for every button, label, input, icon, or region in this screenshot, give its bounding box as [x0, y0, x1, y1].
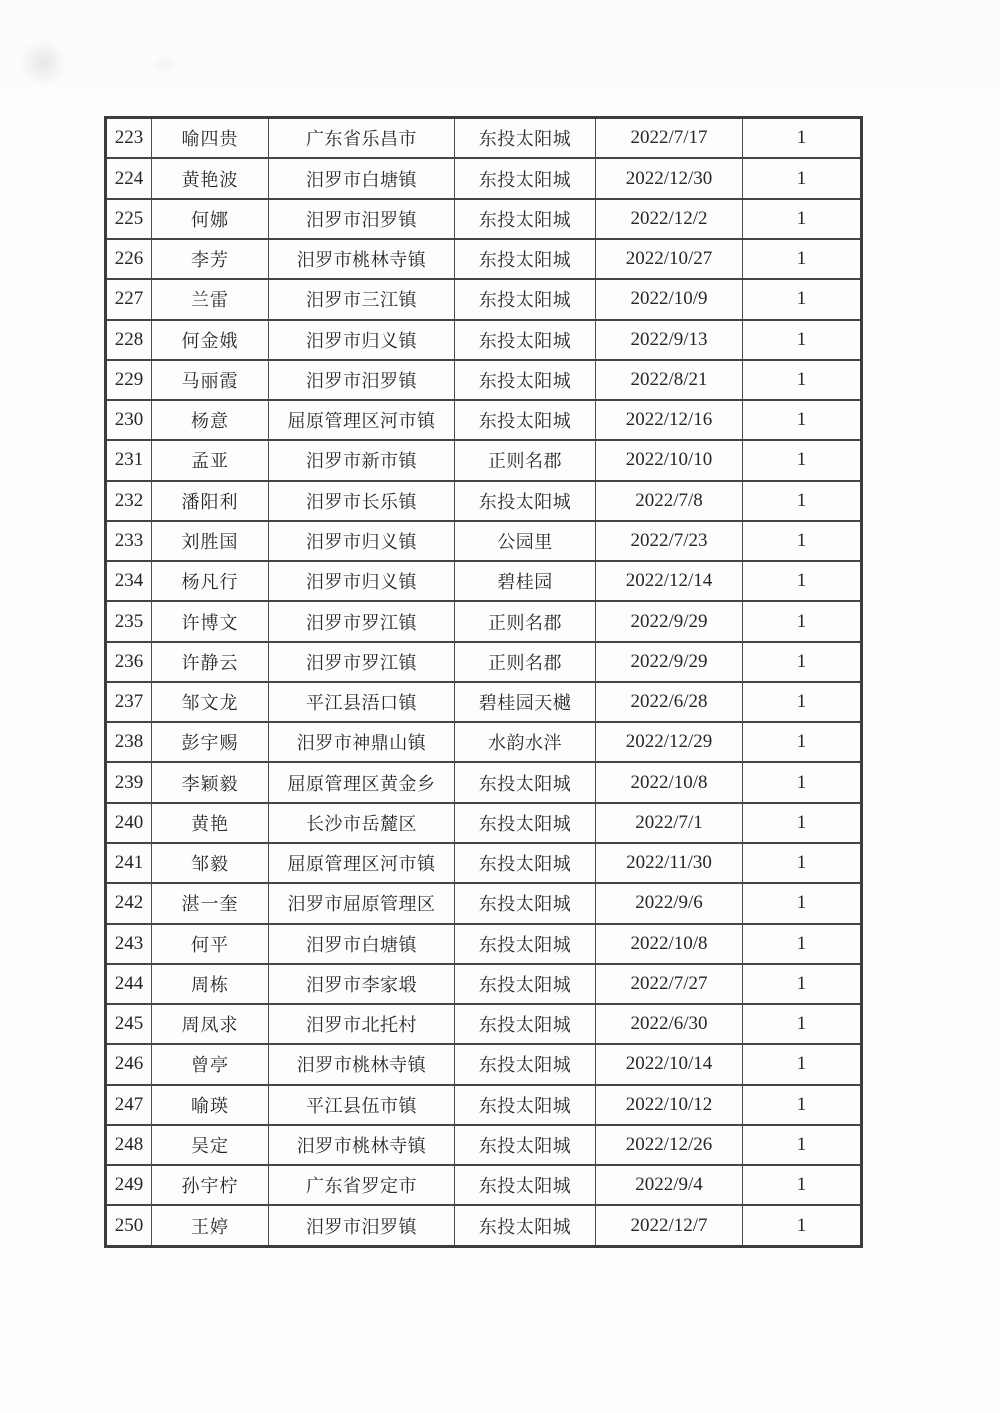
cell-address: 汨罗市罗江镇	[269, 601, 455, 641]
cell-index: 245	[106, 1004, 152, 1044]
table-row	[106, 1004, 862, 1044]
cell-index: 224	[106, 158, 152, 198]
cell-name: 杨意	[152, 400, 269, 440]
cell-address: 汨罗市归义镇	[269, 561, 455, 601]
cell-address: 平江县浯口镇	[269, 682, 455, 722]
cell-index: 228	[106, 320, 152, 360]
cell-community: 正则名郡	[455, 601, 596, 641]
cell-community: 东投太阳城	[455, 279, 596, 319]
cell-index: 229	[106, 360, 152, 400]
table-row	[106, 118, 862, 159]
table-row	[106, 158, 862, 198]
cell-community: 水韵水泮	[455, 722, 596, 762]
cell-name: 吴定	[152, 1125, 269, 1165]
cell-count: 1	[743, 1205, 862, 1246]
cell-name: 兰雷	[152, 279, 269, 319]
cell-date: 2022/10/8	[596, 762, 743, 802]
cell-name: 杨凡行	[152, 561, 269, 601]
cell-count: 1	[743, 158, 862, 198]
cell-count: 1	[743, 601, 862, 641]
cell-date: 2022/12/29	[596, 722, 743, 762]
cell-name: 黄艳	[152, 803, 269, 843]
table-row	[106, 1165, 862, 1205]
cell-index: 250	[106, 1205, 152, 1246]
cell-index: 241	[106, 843, 152, 883]
cell-date: 2022/10/8	[596, 924, 743, 964]
cell-address: 汨罗市归义镇	[269, 320, 455, 360]
cell-community: 东投太阳城	[455, 400, 596, 440]
cell-community: 东投太阳城	[455, 239, 596, 279]
table-row	[106, 1044, 862, 1084]
cell-address: 屈原管理区河市镇	[269, 843, 455, 883]
cell-community: 东投太阳城	[455, 481, 596, 521]
cell-name: 李芳	[152, 239, 269, 279]
cell-name: 王婷	[152, 1205, 269, 1246]
cell-date: 2022/10/10	[596, 440, 743, 480]
scan-smudge	[145, 52, 185, 78]
table-row	[106, 360, 862, 400]
table-row	[106, 924, 862, 964]
cell-index: 225	[106, 199, 152, 239]
cell-community: 东投太阳城	[455, 964, 596, 1004]
cell-name: 黄艳波	[152, 158, 269, 198]
cell-community: 东投太阳城	[455, 843, 596, 883]
cell-date: 2022/12/14	[596, 561, 743, 601]
cell-community: 东投太阳城	[455, 1125, 596, 1165]
cell-count: 1	[743, 964, 862, 1004]
cell-address: 汨罗市三江镇	[269, 279, 455, 319]
cell-index: 232	[106, 481, 152, 521]
cell-address: 平江县伍市镇	[269, 1085, 455, 1125]
cell-count: 1	[743, 682, 862, 722]
cell-address: 汨罗市白塘镇	[269, 924, 455, 964]
cell-index: 247	[106, 1085, 152, 1125]
cell-index: 240	[106, 803, 152, 843]
cell-index: 242	[106, 883, 152, 923]
cell-name: 曾亭	[152, 1044, 269, 1084]
cell-community: 东投太阳城	[455, 118, 596, 159]
cell-count: 1	[743, 722, 862, 762]
table-row	[106, 400, 862, 440]
cell-date: 2022/10/14	[596, 1044, 743, 1084]
cell-index: 243	[106, 924, 152, 964]
cell-community: 东投太阳城	[455, 1044, 596, 1084]
table-row	[106, 843, 862, 883]
cell-count: 1	[743, 1004, 862, 1044]
table-row	[106, 481, 862, 521]
cell-address: 汨罗市北托村	[269, 1004, 455, 1044]
table-row	[106, 239, 862, 279]
cell-index: 230	[106, 400, 152, 440]
cell-name: 潘阳利	[152, 481, 269, 521]
cell-date: 2022/7/17	[596, 118, 743, 159]
cell-date: 2022/6/30	[596, 1004, 743, 1044]
cell-count: 1	[743, 883, 862, 923]
cell-index: 244	[106, 964, 152, 1004]
cell-index: 226	[106, 239, 152, 279]
cell-index: 249	[106, 1165, 152, 1205]
cell-count: 1	[743, 762, 862, 802]
cell-community: 正则名郡	[455, 642, 596, 682]
cell-date: 2022/9/6	[596, 883, 743, 923]
cell-count: 1	[743, 1044, 862, 1084]
cell-date: 2022/11/30	[596, 843, 743, 883]
cell-address: 汨罗市桃林寺镇	[269, 239, 455, 279]
cell-index: 231	[106, 440, 152, 480]
cell-date: 2022/9/29	[596, 642, 743, 682]
cell-name: 湛一奎	[152, 883, 269, 923]
table-row	[106, 642, 862, 682]
cell-count: 1	[743, 320, 862, 360]
cell-community: 正则名郡	[455, 440, 596, 480]
cell-name: 刘胜国	[152, 521, 269, 561]
cell-address: 汨罗市李家塅	[269, 964, 455, 1004]
cell-address: 汨罗市汨罗镇	[269, 1205, 455, 1246]
cell-address: 汨罗市桃林寺镇	[269, 1125, 455, 1165]
records-table	[104, 116, 863, 1248]
cell-date: 2022/7/27	[596, 964, 743, 1004]
cell-count: 1	[743, 360, 862, 400]
cell-name: 孟亚	[152, 440, 269, 480]
cell-index: 236	[106, 642, 152, 682]
table-row	[106, 1125, 862, 1165]
cell-address: 广东省乐昌市	[269, 118, 455, 159]
scan-smudge	[8, 28, 78, 98]
table-row	[106, 722, 862, 762]
table-row	[106, 561, 862, 601]
cell-name: 何金娥	[152, 320, 269, 360]
cell-community: 东投太阳城	[455, 1085, 596, 1125]
cell-date: 2022/9/29	[596, 601, 743, 641]
cell-community: 东投太阳城	[455, 883, 596, 923]
cell-name: 邹文龙	[152, 682, 269, 722]
cell-count: 1	[743, 803, 862, 843]
cell-name: 周凤求	[152, 1004, 269, 1044]
cell-count: 1	[743, 400, 862, 440]
cell-community: 东投太阳城	[455, 1205, 596, 1246]
cell-date: 2022/10/12	[596, 1085, 743, 1125]
cell-count: 1	[743, 440, 862, 480]
cell-date: 2022/8/21	[596, 360, 743, 400]
cell-date: 2022/6/28	[596, 682, 743, 722]
cell-index: 237	[106, 682, 152, 722]
cell-community: 东投太阳城	[455, 762, 596, 802]
cell-date: 2022/10/9	[596, 279, 743, 319]
cell-address: 汨罗市罗江镇	[269, 642, 455, 682]
cell-community: 东投太阳城	[455, 1165, 596, 1205]
table-row	[106, 320, 862, 360]
cell-date: 2022/12/16	[596, 400, 743, 440]
cell-community: 碧桂园天樾	[455, 682, 596, 722]
cell-community: 东投太阳城	[455, 158, 596, 198]
cell-community: 东投太阳城	[455, 360, 596, 400]
table-row	[106, 1085, 862, 1125]
cell-name: 彭宇赐	[152, 722, 269, 762]
cell-address: 汨罗市桃林寺镇	[269, 1044, 455, 1084]
cell-count: 1	[743, 1165, 862, 1205]
cell-count: 1	[743, 1125, 862, 1165]
cell-address: 汨罗市长乐镇	[269, 481, 455, 521]
table-row	[106, 279, 862, 319]
cell-date: 2022/12/30	[596, 158, 743, 198]
cell-index: 235	[106, 601, 152, 641]
cell-count: 1	[743, 843, 862, 883]
table-row	[106, 601, 862, 641]
cell-count: 1	[743, 924, 862, 964]
cell-index: 234	[106, 561, 152, 601]
cell-date: 2022/7/1	[596, 803, 743, 843]
cell-count: 1	[743, 118, 862, 159]
cell-index: 238	[106, 722, 152, 762]
cell-name: 周栋	[152, 964, 269, 1004]
cell-index: 233	[106, 521, 152, 561]
cell-index: 239	[106, 762, 152, 802]
cell-address: 屈原管理区河市镇	[269, 400, 455, 440]
table-row	[106, 883, 862, 923]
cell-community: 东投太阳城	[455, 803, 596, 843]
cell-date: 2022/9/13	[596, 320, 743, 360]
cell-address: 汨罗市汨罗镇	[269, 199, 455, 239]
cell-address: 长沙市岳麓区	[269, 803, 455, 843]
records-table-body	[106, 118, 862, 1247]
cell-count: 1	[743, 239, 862, 279]
cell-name: 马丽霞	[152, 360, 269, 400]
cell-date: 2022/9/4	[596, 1165, 743, 1205]
cell-name: 许静云	[152, 642, 269, 682]
cell-name: 邹毅	[152, 843, 269, 883]
cell-address: 汨罗市白塘镇	[269, 158, 455, 198]
cell-address: 汨罗市神鼎山镇	[269, 722, 455, 762]
cell-count: 1	[743, 1085, 862, 1125]
cell-community: 东投太阳城	[455, 320, 596, 360]
cell-date: 2022/7/23	[596, 521, 743, 561]
cell-community: 东投太阳城	[455, 199, 596, 239]
cell-name: 喻四贵	[152, 118, 269, 159]
cell-address: 广东省罗定市	[269, 1165, 455, 1205]
cell-count: 1	[743, 521, 862, 561]
cell-index: 246	[106, 1044, 152, 1084]
cell-count: 1	[743, 481, 862, 521]
cell-address: 汨罗市新市镇	[269, 440, 455, 480]
cell-name: 何娜	[152, 199, 269, 239]
cell-date: 2022/12/26	[596, 1125, 743, 1165]
table-row	[106, 521, 862, 561]
cell-count: 1	[743, 199, 862, 239]
cell-community: 东投太阳城	[455, 1004, 596, 1044]
table-row	[106, 803, 862, 843]
cell-name: 孙宇柠	[152, 1165, 269, 1205]
cell-address: 汨罗市归义镇	[269, 521, 455, 561]
cell-community: 东投太阳城	[455, 924, 596, 964]
table-row	[106, 762, 862, 802]
cell-index: 227	[106, 279, 152, 319]
cell-index: 223	[106, 118, 152, 159]
cell-date: 2022/12/7	[596, 1205, 743, 1246]
cell-address: 汨罗市汨罗镇	[269, 360, 455, 400]
cell-name: 李颖毅	[152, 762, 269, 802]
cell-address: 屈原管理区黄金乡	[269, 762, 455, 802]
cell-address: 汨罗市屈原管理区	[269, 883, 455, 923]
table-row	[106, 199, 862, 239]
cell-community: 碧桂园	[455, 561, 596, 601]
cell-count: 1	[743, 279, 862, 319]
cell-date: 2022/7/8	[596, 481, 743, 521]
table-row	[106, 682, 862, 722]
cell-date: 2022/10/27	[596, 239, 743, 279]
cell-count: 1	[743, 561, 862, 601]
cell-date: 2022/12/2	[596, 199, 743, 239]
table-row	[106, 440, 862, 480]
cell-name: 许博文	[152, 601, 269, 641]
table-row	[106, 964, 862, 1004]
cell-index: 248	[106, 1125, 152, 1165]
cell-community: 公园里	[455, 521, 596, 561]
cell-name: 喻瑛	[152, 1085, 269, 1125]
cell-name: 何平	[152, 924, 269, 964]
cell-count: 1	[743, 642, 862, 682]
table-row	[106, 1205, 862, 1246]
